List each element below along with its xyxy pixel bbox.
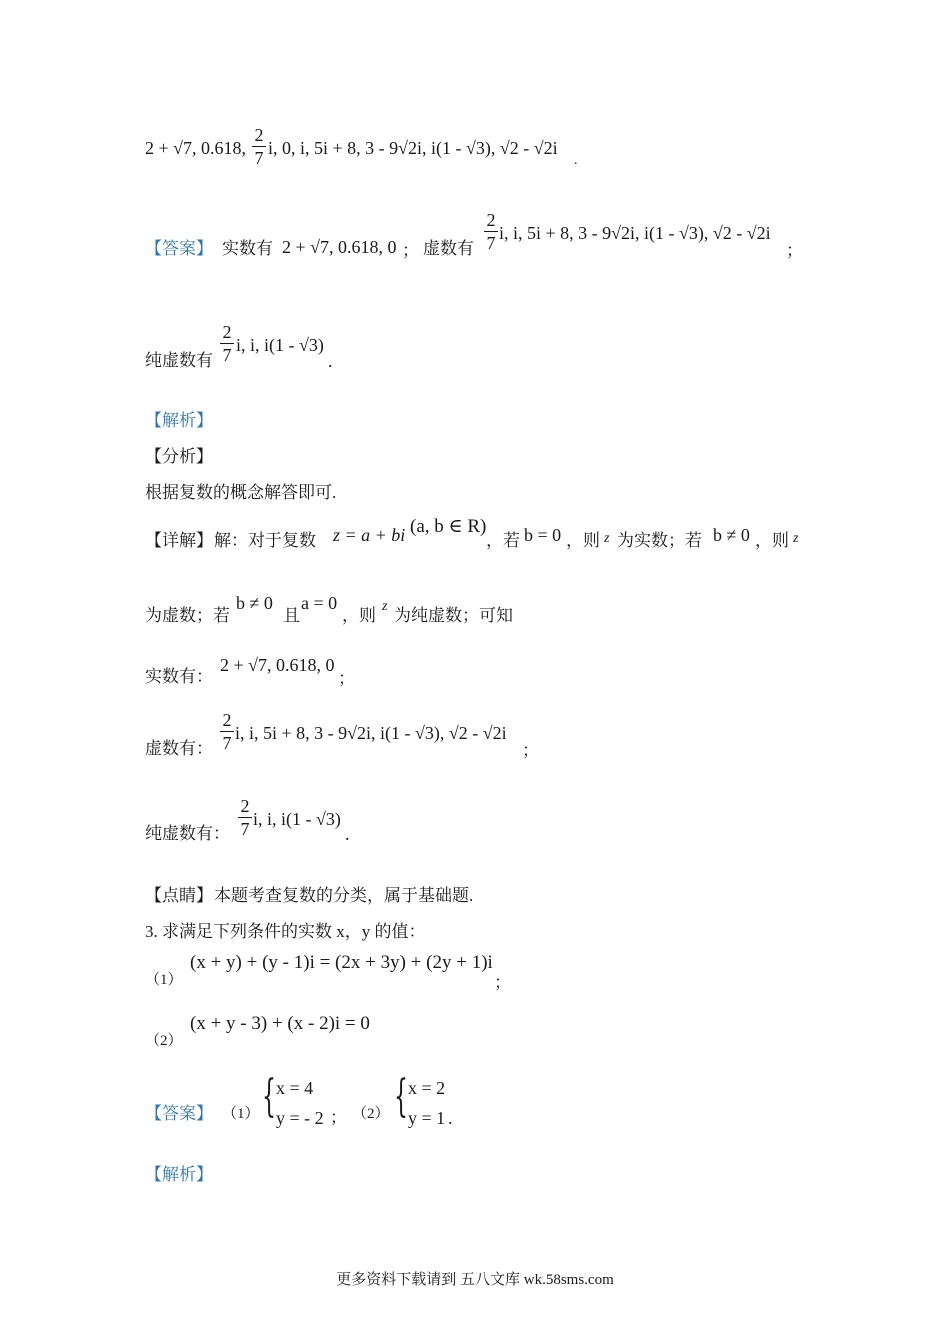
detail-imag-expr: i, i, 5i + 8, 3 - 9√2i, i(1 - √3), √2 - √2i [235, 723, 507, 743]
detail-text-1: 解：对于复数 [214, 531, 316, 550]
detail-math-4: z [604, 531, 610, 546]
dianjing-text: 本题考查复数的分类，属于基础题. [214, 886, 474, 905]
detail-imag-label: 虚数有： [145, 739, 213, 758]
q3-part2-label: （2） [145, 1033, 183, 1049]
q3-part1-expr: (x + y) + (y - 1)i = (2x + 3y) + (2y + 1)i [190, 952, 493, 973]
detail-real-end: ； [338, 669, 355, 688]
problem-fraction [252, 125, 266, 168]
answer2-tag: 【答案】 [145, 1104, 213, 1123]
frac-denominator: 7 [254, 148, 264, 168]
detail-pure-label: 纯虚数有： [145, 824, 230, 843]
answer2-sys1-bottom: y = - 2 [276, 1108, 324, 1128]
answer-real-label: 实数有 [222, 239, 273, 258]
detail-math-2: (a, b ∈ R) [410, 516, 487, 537]
q3-title: 3. 求满足下列条件的实数 x，y 的值： [145, 922, 426, 941]
brace-1: { [262, 1071, 276, 1122]
detail-text-2: ，若 [486, 531, 520, 550]
answer2-end: . [448, 1108, 453, 1128]
analysis-tag: 【解析】 [145, 411, 213, 430]
problem-expr-rest: i, 0, i, 5i + 8, 3 - 9√2i, i(1 - √3), √2 - √2i [268, 138, 558, 158]
answer-pure-label: 纯虚数有 [145, 351, 213, 370]
detail-math-9: z [382, 599, 388, 614]
frac-denominator: 7 [486, 233, 496, 253]
frac-numerator: 2 [222, 710, 232, 730]
brace-2: { [394, 1071, 408, 1122]
detail-tag: 【详解】 [145, 531, 213, 550]
dianjing-tag: 【点睛】 [145, 886, 213, 905]
detail-math-6: z [793, 531, 799, 546]
detail-math-8: a = 0 [301, 593, 338, 613]
fenxi-text: 根据复数的概念解答即可. [145, 483, 337, 502]
problem-expr: 2 + √7, 0.618, [145, 138, 247, 158]
detail-imag-fraction [220, 710, 234, 753]
footer-text: 更多资料下载请到 五八文库 wk.58sms.com [336, 1272, 614, 1288]
answer-sep2: ； [786, 241, 803, 260]
detail-text-4: 为实数；若 [617, 531, 702, 550]
answer-real-expr: 2 + √7, 0.618, 0 [282, 237, 397, 257]
answer2-label1: （1） [222, 1106, 260, 1122]
frac-numerator: 2 [486, 210, 496, 230]
answer-tag: 【答案】 [145, 239, 213, 258]
analysis-tag-2: 【解析】 [145, 1165, 213, 1184]
detail-pure-end: . [345, 824, 350, 844]
detail-math-1: z = a + bi [333, 525, 406, 545]
detail-text-8: ，则 [342, 606, 376, 625]
answer-imag-label: 虚数有 [423, 239, 474, 258]
frac-denominator: 7 [240, 819, 250, 839]
answer2-sys2-top: x = 2 [408, 1078, 446, 1098]
frac-numerator: 2 [254, 125, 264, 145]
detail-math-5: b ≠ 0 [713, 525, 750, 545]
answer-sep1: ； [402, 241, 419, 260]
detail-text-6: 为虚数；若 [145, 606, 230, 625]
detail-real-label: 实数有： [145, 667, 213, 686]
detail-text-3: ，则 [566, 531, 600, 550]
answer-pure-end: . [328, 351, 333, 371]
fenxi-tag: 【分析】 [145, 447, 213, 466]
answer2-label2: （2） [352, 1106, 390, 1122]
detail-text-7: 且 [283, 606, 300, 625]
detail-pure-expr: i, i, i(1 - √3) [253, 809, 341, 829]
detail-pure-fraction [238, 796, 252, 839]
detail-imag-end: ； [522, 741, 539, 760]
q3-part2-expr: (x + y - 3) + (x - 2)i = 0 [190, 1013, 370, 1034]
answer-imag-expr: i, i, 5i + 8, 3 - 9√2i, i(1 - √3), √2 - √2i [499, 223, 771, 243]
answer-pure-fraction [220, 322, 234, 365]
answer2-sys1-top: x = 4 [276, 1078, 314, 1098]
detail-real-expr: 2 + √7, 0.618, 0 [220, 655, 335, 675]
detail-text-5: ，则 [755, 531, 789, 550]
answer-pure-expr: i, i, i(1 - √3) [236, 335, 324, 355]
detail-math-7: b ≠ 0 [236, 593, 273, 613]
answer2-sep: ； [330, 1108, 347, 1127]
answer-imag-fraction [484, 210, 498, 253]
answer2-sys2-bottom: y = 1 [408, 1108, 446, 1128]
detail-math-3: b = 0 [524, 525, 562, 545]
frac-numerator: 2 [222, 322, 232, 342]
q3-part1-label: （1） [145, 972, 183, 988]
q3-part1-end: ； [494, 973, 511, 992]
detail-text-9: 为纯虚数；可知 [394, 606, 513, 625]
frac-denominator: 7 [222, 733, 232, 753]
problem-end: . [574, 153, 578, 168]
frac-numerator: 2 [240, 796, 250, 816]
frac-denominator: 7 [222, 345, 232, 365]
